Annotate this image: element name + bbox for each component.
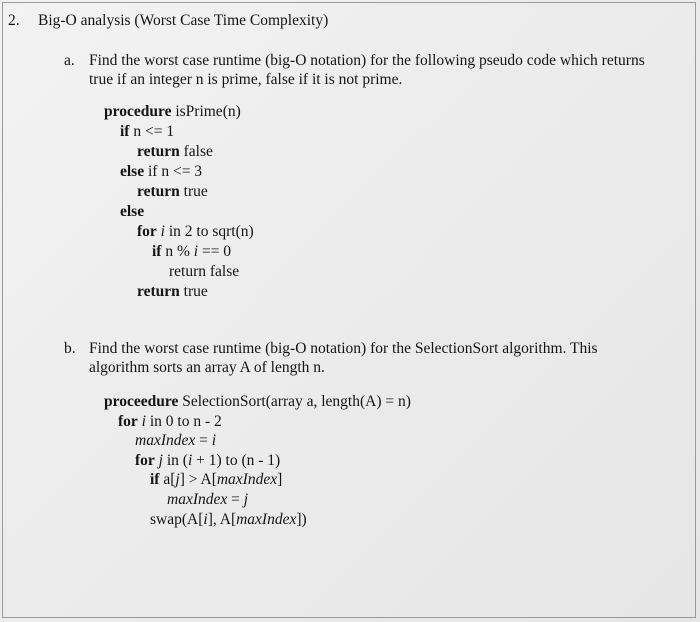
code-text: in ( (166, 452, 188, 469)
code-line (135, 451, 280, 471)
code-line (150, 470, 282, 490)
part-b-prompt-line1: Find the worst case runtime (big-O notation) for the SelectionSort algorithm. This (89, 340, 598, 357)
variable: i (211, 432, 217, 449)
code-line (118, 412, 222, 432)
variable: i (193, 243, 199, 260)
code-text: ] (277, 471, 283, 488)
variable: maxIndex (135, 432, 196, 449)
code-line (120, 162, 202, 182)
code-text: == 0 (201, 243, 232, 260)
keyword: else (120, 203, 145, 220)
page-border (2, 2, 696, 618)
variable: maxIndex (167, 491, 228, 508)
question-title: Big-O analysis (Worst Case Time Complexity) (38, 12, 329, 29)
variable: i (160, 223, 165, 240)
code-text: = (199, 432, 208, 449)
variable: maxIndex (216, 471, 278, 488)
code-line (137, 142, 213, 162)
question-number: 2. (8, 12, 20, 29)
part-a-prompt-line1: Find the worst case runtime (big-O notation) for the following pseudo code which returns (89, 52, 645, 69)
code-line (137, 222, 254, 242)
code-line (120, 122, 174, 142)
keyword: for (137, 223, 157, 240)
part-a-letter: a. (64, 52, 75, 69)
code-text: swap(A[ (150, 511, 204, 528)
code-text: true (183, 283, 208, 300)
keyword: proceedure (104, 393, 179, 410)
code-line (104, 102, 241, 122)
variable: j (175, 471, 180, 488)
code-text: + 1) to (n - 1) (196, 452, 281, 469)
keyword: if (120, 123, 130, 140)
keyword: procedure (104, 103, 172, 120)
variable: j (243, 491, 249, 508)
code-line (152, 242, 231, 262)
keyword: else (120, 163, 145, 180)
code-line (120, 202, 144, 222)
code-text: in 2 to sqrt(n) (168, 223, 254, 240)
part-a-prompt-line2: true if an integer n is prime, false if it is not prime. (89, 71, 403, 88)
variable: i (141, 413, 146, 430)
variable: maxIndex (236, 511, 297, 528)
code-line (137, 182, 208, 202)
code-text: n <= 1 (133, 123, 175, 140)
code-text: false (183, 143, 213, 160)
keyword: for (135, 452, 155, 469)
code-text: n % (165, 243, 190, 260)
code-text: in 0 to n - 2 (149, 413, 222, 430)
code-line (104, 392, 411, 412)
code-text: SelectionSort(array a, length(A) = n) (182, 393, 411, 410)
code-line (135, 431, 216, 451)
keyword: return (137, 143, 180, 160)
code-line (137, 282, 208, 302)
code-text: ] > A[ (179, 471, 217, 488)
code-text: true (183, 183, 208, 200)
code-text: return false (169, 263, 240, 280)
code-text: ]) (296, 511, 307, 528)
code-text: if n <= 3 (147, 163, 203, 180)
keyword: for (118, 413, 138, 430)
keyword: if (152, 243, 162, 260)
variable: j (158, 452, 163, 469)
keyword: if (150, 471, 160, 488)
variable: i (203, 511, 208, 528)
code-text: isPrime(n) (175, 103, 241, 120)
variable: i (187, 452, 193, 469)
keyword: return (137, 183, 180, 200)
code-text: a[ (163, 471, 176, 488)
code-line (167, 490, 248, 510)
keyword: return (137, 283, 180, 300)
code-line (169, 262, 239, 282)
code-text: = (231, 491, 240, 508)
code-line (150, 510, 307, 530)
code-text: ], A[ (207, 511, 237, 528)
part-b-prompt-line2: algorithm sorts an array A of length n. (89, 359, 325, 376)
part-b-letter: b. (64, 340, 76, 357)
